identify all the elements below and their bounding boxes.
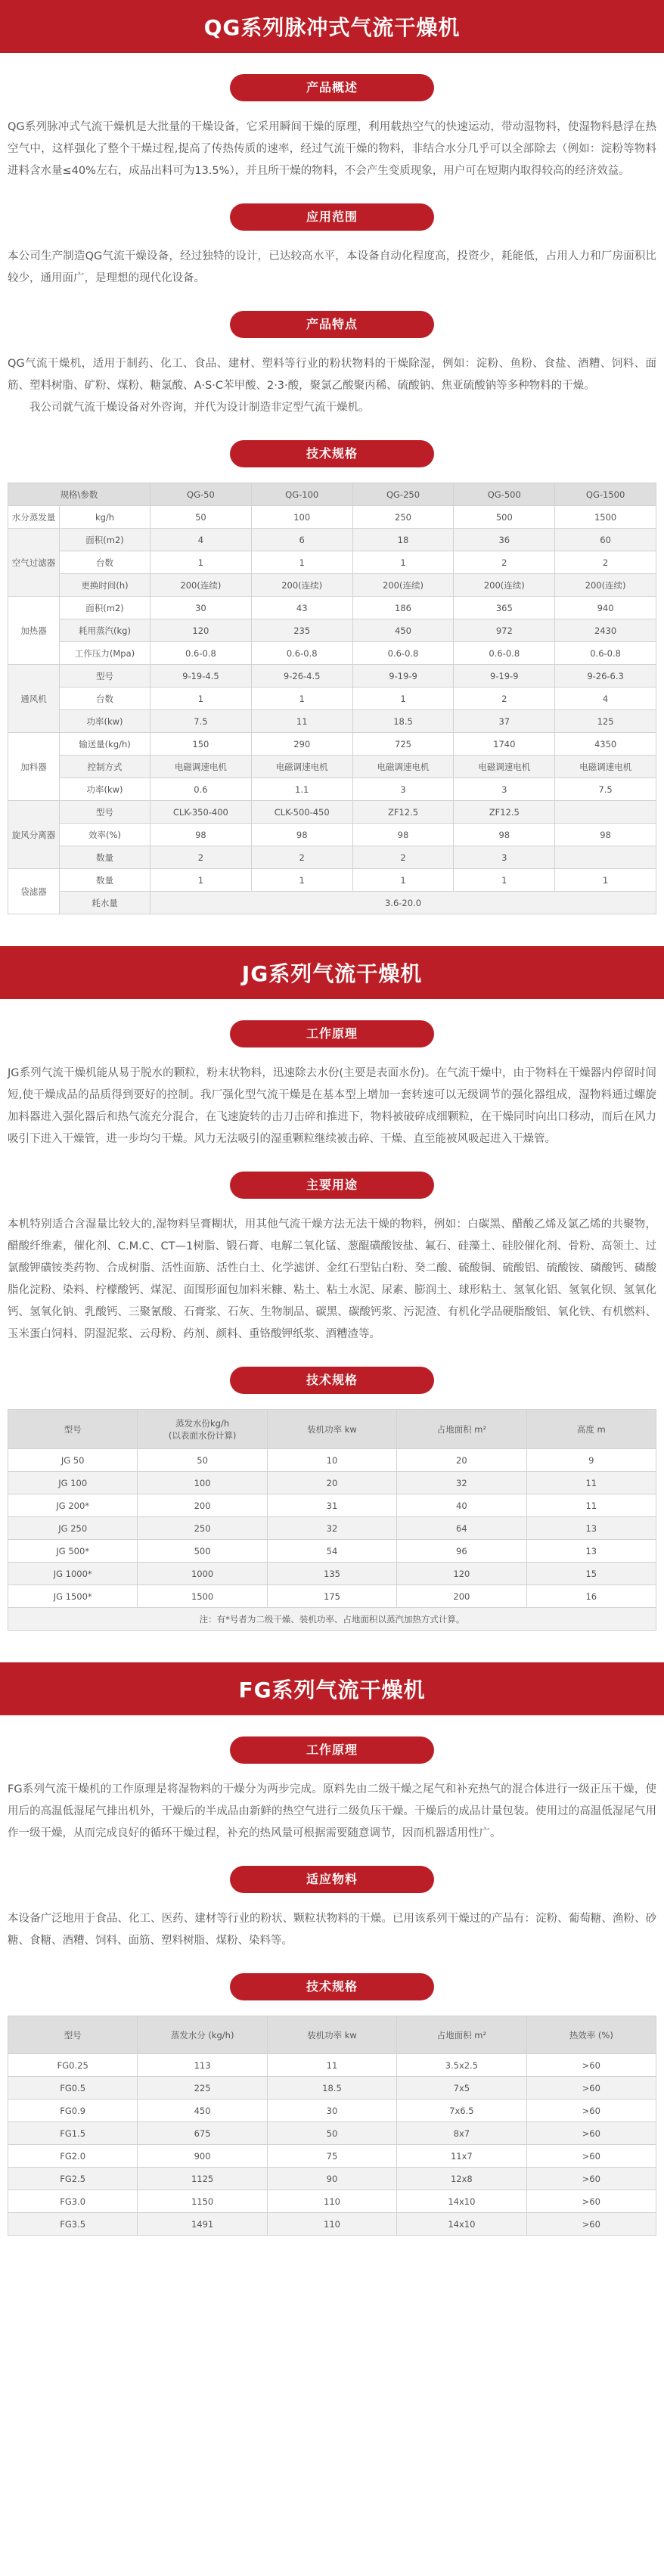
qg-table-row — [8, 551, 656, 574]
fg-table-cell: FG1.5 — [8, 2122, 138, 2145]
fg-table-cell: >60 — [526, 2122, 656, 2145]
jg-title: JG系列气流干燥机 — [241, 961, 423, 986]
qg-value-cell: 0.6-0.8 — [555, 642, 656, 665]
fg-table-cell: >60 — [526, 2077, 656, 2100]
jg-table-cell: 32 — [267, 1517, 396, 1540]
jg-table-row — [8, 1494, 656, 1517]
fg-work-text: FG系列气流干燥机的工作原理是将湿物料的干燥分为两步完成。原料先由二级干燥之尾气和补充热气的混合体进行一级正压干燥，使用后的高温低湿尾气排出机外，干燥后的半成品由新鲜的热空气进行二级负压干燥。干燥后的成品计量包装。使用过的高温低湿尾气用作一级干燥，从而完成良好的循环干燥过程，补充的热风量可根据需要随意调节，因而机器适用性广。 — [8, 1783, 656, 1839]
jg-table-cell: 10 — [267, 1449, 396, 1472]
qg-value-cell: 235 — [251, 619, 352, 642]
jg-table-header-cell: 占地面积 m² — [397, 1410, 526, 1449]
qg-value-cell: 3.6-20.0 — [150, 892, 656, 914]
fg-table-cell: FG0.5 — [8, 2077, 138, 2100]
jg-table-note-row — [8, 1608, 656, 1631]
fg-table-row — [8, 2213, 656, 2236]
fg-table-cell: 14x10 — [397, 2190, 526, 2213]
qg-param-cell: 功率(kw) — [60, 778, 150, 801]
qg-value-cell: 电磁调速电机 — [555, 756, 656, 778]
qg-value-cell: 11 — [251, 710, 352, 733]
jg-table-row — [8, 1585, 656, 1608]
qg-table-row — [8, 710, 656, 733]
qg-value-cell: 9-19-9 — [454, 665, 555, 687]
fg-table-cell: 30 — [267, 2100, 396, 2122]
qg-value-cell: 250 — [352, 506, 454, 529]
qg-param-cell: 效率(%) — [60, 824, 150, 846]
qg-table-row — [8, 778, 656, 801]
qg-value-cell: 9-26-6.3 — [555, 665, 656, 687]
jg-table-cell: 64 — [397, 1517, 526, 1540]
qg-value-cell: 4350 — [555, 733, 656, 756]
fg-table-header-cell: 占地面积 m² — [397, 2016, 526, 2054]
qg-value-cell: 3 — [454, 846, 555, 869]
qg-table-row — [8, 619, 656, 642]
fg-table-row — [8, 2077, 656, 2100]
fg-table-cell: 450 — [138, 2100, 267, 2122]
fg-section — [8, 1736, 656, 2236]
qg-value-cell: 1 — [555, 869, 656, 892]
qg-value-cell: 43 — [251, 597, 352, 619]
qg-overview-heading: 产品概述 — [230, 74, 434, 101]
qg-value-cell: 150 — [150, 733, 252, 756]
fg-table-cell: 900 — [138, 2145, 267, 2168]
qg-value-cell: 1 — [352, 551, 454, 574]
qg-value-cell: 1740 — [454, 733, 555, 756]
qg-value-cell: 1 — [251, 687, 352, 710]
qg-value-cell: 1500 — [555, 506, 656, 529]
qg-value-cell: 940 — [555, 597, 656, 619]
qg-value-cell: 1 — [150, 869, 252, 892]
qg-value-cell: 电磁调速电机 — [150, 756, 252, 778]
fg-table-header-cell: 热效率 (%) — [526, 2016, 656, 2054]
qg-value-cell: 7.5 — [150, 710, 252, 733]
fg-table-cell: 90 — [267, 2168, 396, 2190]
jg-table-row — [8, 1449, 656, 1472]
qg-table-row — [8, 642, 656, 665]
jg-table-cell: JG 200* — [8, 1494, 138, 1517]
jg-table-row — [8, 1540, 656, 1563]
qg-table-header-cell: QG-1500 — [555, 483, 656, 506]
jg-table-header-cell: 蒸发水份kg/h (以表面水份计算) — [138, 1410, 267, 1449]
jg-table-cell: 13 — [526, 1540, 656, 1563]
fg-table-cell: 14x10 — [397, 2213, 526, 2236]
jg-section — [8, 1020, 656, 1631]
fg-table-row — [8, 2190, 656, 2213]
qg-table-row — [8, 597, 656, 619]
jg-table-cell: 13 — [526, 1517, 656, 1540]
qg-value-cell: 98 — [454, 824, 555, 846]
fg-table-cell: FG2.5 — [8, 2168, 138, 2190]
jg-table-cell: 9 — [526, 1449, 656, 1472]
qg-app-text: 本公司生产制造QG气流干燥设备，经过独特的设计，已达较高水平，本设备自动化程度高，投资少，耗能低，占用人力和厂房面积比较少，通用面广，是理想的现代化设备。 — [8, 250, 656, 284]
fg-table-cell: 18.5 — [267, 2077, 396, 2100]
fg-table-cell: 7x5 — [397, 2077, 526, 2100]
qg-group-cell: 旋风分离器 — [8, 801, 60, 869]
qg-value-cell: 2 — [454, 687, 555, 710]
qg-table-row — [8, 506, 656, 529]
qg-value-cell: 725 — [352, 733, 454, 756]
fg-table-row — [8, 2168, 656, 2190]
jg-table-cell: JG 50 — [8, 1449, 138, 1472]
fg-material-heading: 适应物料 — [230, 1866, 434, 1893]
qg-value-cell: 450 — [352, 619, 454, 642]
qg-spec-table — [8, 483, 656, 914]
fg-table-cell: 110 — [267, 2213, 396, 2236]
qg-table-row — [8, 801, 656, 824]
fg-table-cell: 75 — [267, 2145, 396, 2168]
qg-table-row — [8, 687, 656, 710]
qg-value-cell: 98 — [352, 824, 454, 846]
fg-material-text: 本设备广泛地用于食品、化工、医药、建材等行业的粉状、颗粒状物料的干燥。已用该系列干燥过的产品有：淀粉、葡萄糖、渔粉、砂糖、食糖、酒糟、饲料、面筋、塑料树脂、煤粉、染料等。 — [8, 1913, 656, 1947]
fg-table-cell: FG0.25 — [8, 2054, 138, 2077]
qg-value-cell: 电磁调速电机 — [454, 756, 555, 778]
jg-table-cell: JG 500* — [8, 1540, 138, 1563]
jg-table-header-cell: 型号 — [8, 1410, 138, 1449]
jg-work-heading: 工作原理 — [230, 1020, 434, 1047]
fg-table-row — [8, 2054, 656, 2077]
qg-param-cell: kg/h — [60, 506, 150, 529]
qg-value-cell: 60 — [555, 529, 656, 551]
qg-value-cell: 200(连续) — [454, 574, 555, 597]
fg-table-cell: 50 — [267, 2122, 396, 2145]
fg-table-cell: 113 — [138, 2054, 267, 2077]
qg-param-cell: 型号 — [60, 665, 150, 687]
qg-value-cell: 2 — [555, 551, 656, 574]
fg-table-cell: 1125 — [138, 2168, 267, 2190]
fg-table-cell: >60 — [526, 2168, 656, 2190]
qg-table-row — [8, 846, 656, 869]
jg-table-cell: 11 — [526, 1494, 656, 1517]
jg-table-cell: 20 — [397, 1449, 526, 1472]
fg-spec-heading: 技术规格 — [230, 1973, 434, 2000]
qg-value-cell: 1 — [352, 869, 454, 892]
jg-spec-heading: 技术规格 — [230, 1367, 434, 1394]
jg-table-cell: 500 — [138, 1540, 267, 1563]
qg-param-cell: 耗用蒸汽(kg) — [60, 619, 150, 642]
qg-table-row — [8, 824, 656, 846]
fg-table-header-cell: 型号 — [8, 2016, 138, 2054]
qg-param-cell: 耗水量 — [60, 892, 150, 914]
fg-table-row — [8, 2122, 656, 2145]
jg-table-cell: 32 — [397, 1472, 526, 1494]
jg-table-cell: 120 — [397, 1563, 526, 1585]
qg-value-cell: 0.6-0.8 — [352, 642, 454, 665]
fg-table-cell: 11 — [267, 2054, 396, 2077]
jg-table-cell: 200 — [138, 1494, 267, 1517]
fg-table-cell: 7x6.5 — [397, 2100, 526, 2122]
qg-value-cell: CLK-500-450 — [251, 801, 352, 824]
qg-feature-heading: 产品特点 — [230, 311, 434, 338]
jg-table-cell: 11 — [526, 1472, 656, 1494]
qg-value-cell: 4 — [150, 529, 252, 551]
qg-value-cell: 电磁调速电机 — [251, 756, 352, 778]
qg-feature-text: QG气流干燥机，适用于制药、化工、食品、建材、塑料等行业的粉状物料的干燥除湿，例如：淀粉、鱼粉、食盐、酒糟、饲料、面筋、塑料树脂、矿粉、煤粉、糖氯酸、A·S·C苯甲酸、2·3·酸，聚氯乙酸聚丙稀、硫酸钠、焦亚硫酸钠等多种物料的干燥。 我公司就气流干燥设备对外咨询，并代为设计制造非定型气流干燥机。 — [8, 358, 656, 414]
qg-value-cell: 200(连续) — [555, 574, 656, 597]
jg-table-row — [8, 1472, 656, 1494]
qg-banner — [0, 0, 664, 53]
qg-value-cell: 1 — [352, 687, 454, 710]
fg-banner — [0, 1662, 664, 1715]
qg-value-cell: 36 — [454, 529, 555, 551]
jg-table-cell: 50 — [138, 1449, 267, 1472]
qg-value-cell: 4 — [555, 687, 656, 710]
qg-param-cell: 功率(kw) — [60, 710, 150, 733]
qg-app-heading: 应用范围 — [230, 203, 434, 231]
qg-value-cell: 2430 — [555, 619, 656, 642]
fg-table-row — [8, 2100, 656, 2122]
jg-table-note: 注：有*号者为二级干燥、装机功率、占地面积以蒸汽加热方式计算。 — [8, 1608, 656, 1631]
jg-table-cell: 250 — [138, 1517, 267, 1540]
qg-value-cell: 9-19-4.5 — [150, 665, 252, 687]
qg-value-cell: 972 — [454, 619, 555, 642]
qg-value-cell: 500 — [454, 506, 555, 529]
fg-table-cell: 675 — [138, 2122, 267, 2145]
qg-table-row — [8, 665, 656, 687]
fg-table-cell: 12x8 — [397, 2168, 526, 2190]
jg-table-cell: 135 — [267, 1563, 396, 1585]
qg-param-cell: 数量 — [60, 846, 150, 869]
qg-title: QG系列脉冲式气流干燥机 — [203, 15, 461, 40]
qg-value-cell: 2 — [454, 551, 555, 574]
qg-value-cell: 0.6-0.8 — [454, 642, 555, 665]
qg-value-cell: 98 — [251, 824, 352, 846]
fg-table-cell: 1150 — [138, 2190, 267, 2213]
fg-table-cell: 8x7 — [397, 2122, 526, 2145]
qg-value-cell: 18 — [352, 529, 454, 551]
qg-value-cell: 1 — [150, 551, 252, 574]
qg-value-cell: 125 — [555, 710, 656, 733]
jg-table-cell: 100 — [138, 1472, 267, 1494]
qg-value-cell: 0.6 — [150, 778, 252, 801]
fg-table-cell: >60 — [526, 2100, 656, 2122]
jg-table-cell: 1000 — [138, 1563, 267, 1585]
qg-value-cell: 0.6-0.8 — [150, 642, 252, 665]
fg-table-cell: 1491 — [138, 2213, 267, 2236]
jg-table-cell: 16 — [526, 1585, 656, 1608]
jg-banner — [0, 946, 664, 999]
qg-table-row — [8, 574, 656, 597]
qg-group-cell: 空气过滤器 — [8, 529, 60, 597]
fg-table-cell: FG0.9 — [8, 2100, 138, 2122]
qg-section — [8, 74, 656, 914]
qg-value-cell: 1 — [454, 869, 555, 892]
jg-table-row — [8, 1517, 656, 1540]
qg-value-cell — [555, 801, 656, 824]
jg-table-header-cell: 高度 m — [526, 1410, 656, 1449]
jg-table-cell: 54 — [267, 1540, 396, 1563]
fg-table-cell: 11x7 — [397, 2145, 526, 2168]
qg-value-cell: 37 — [454, 710, 555, 733]
qg-table-row — [8, 892, 656, 914]
jg-table-cell: JG 250 — [8, 1517, 138, 1540]
qg-value-cell: 1 — [150, 687, 252, 710]
qg-value-cell: 2 — [150, 846, 252, 869]
qg-group-cell: 水分蒸发量 — [8, 506, 60, 529]
jg-work-text: JG系列气流干燥机能从易于脱水的颗粒，粉末状物料，迅速除去水份(主要是表面水份)。在气流干燥中，由于物料在干燥器内停留时间短,使干燥成品的品质得到要好的控制。我厂强化型气流干燥是在基本型上增加一套转速可以无级调节的强化器组成，湿物料通过螺旋加料器进入强化器后和热气流充分混合，在飞速旋转的击刀击碎和推进下，物料被破碎成细颗粒，在干燥同时向出口移动，而后在风力吸引下进入干燥管，进一步均匀干燥。风力无法吸引的湿重颗粒继续被击碎、干燥、直至能被风吸起进入干燥管。 — [8, 1067, 656, 1145]
qg-table-header-cell: QG-100 — [251, 483, 352, 506]
jg-table-cell: 20 — [267, 1472, 396, 1494]
qg-param-cell: 控制方式 — [60, 756, 150, 778]
qg-table-row — [8, 529, 656, 551]
qg-table-header-cell: 规格\参数 — [8, 483, 150, 506]
qg-param-cell: 工作压力(Mpa) — [60, 642, 150, 665]
qg-value-cell: 200(连续) — [352, 574, 454, 597]
jg-table-cell: JG 1500* — [8, 1585, 138, 1608]
qg-group-cell: 加热器 — [8, 597, 60, 665]
qg-value-cell: 3 — [352, 778, 454, 801]
qg-table-header-cell: QG-250 — [352, 483, 454, 506]
fg-table-cell: >60 — [526, 2190, 656, 2213]
jg-table-cell: 15 — [526, 1563, 656, 1585]
qg-overview-text: QG系列脉冲式气流干燥机是大批量的干燥设备，它采用瞬间干燥的原理，利用载热空气的快速运动，带动湿物料，使湿物料悬浮在热空气中，这样强化了整个干燥过程,提高了传热传质的速率，经过气流干燥的物料，非结合水分几乎可以全部除去（例如：淀粉等物料进料含水量≤40%左右，成品出料可为13.5%），并且所干燥的物料，不会产生变质现象，用户可在短期内取得较高的经济效益。 — [8, 121, 656, 177]
qg-value-cell: 2 — [352, 846, 454, 869]
jg-use-text: 本机特别适合含湿量比较大的,湿物料呈膏糊状，用其他气流干燥方法无法干燥的物料，例如：白碳黑、醋酸乙烯及氯乙烯的共聚物，醋酸纤维素，催化剂、C.M.C、CT—1树脂、锻石膏、电解二氧化锰、葱醌磺酸铵盐、氟石、硅藻土、硅胶催化剂、骨粉、高领土、过氯酸钾磺铵类药物、合成树脂、活性面筋、活性白土、化学滤饼、金红石型钻白粉、癸二酸、硫酸铜、硫酸铝、硫酸铵、磷酸钙、磷酸脂化淀粉、染料、柠檬酸钙、煤泥、面围形面包加料米糠、粘土、粘土水泥、尿素、膨润土、球形粘土、氢氧化铝、氢氧化钡、氢氧化钙、氢氧化钠、乳酸钙、三聚氰酸、石膏浆、石灰、生物制品、碳黑、碳酸钙浆、污泥渣、有机化学品硬脂酸铝、氧化铁、有机燃料、玉米蛋白饲料、阴湿泥浆、云母粉、药剂、颜料、重铬酸钾纸浆、酒糟渣等。 — [8, 1218, 656, 1340]
qg-param-cell: 台数 — [60, 687, 150, 710]
jg-use-heading: 主要用途 — [230, 1172, 434, 1199]
qg-group-cell: 通风机 — [8, 665, 60, 733]
qg-group-cell: 袋滤器 — [8, 869, 60, 914]
qg-table-row — [8, 869, 656, 892]
fg-table-cell: FG2.0 — [8, 2145, 138, 2168]
qg-param-cell: 数量 — [60, 869, 150, 892]
qg-value-cell: 6 — [251, 529, 352, 551]
qg-value-cell: 50 — [150, 506, 252, 529]
qg-value-cell: 1 — [251, 869, 352, 892]
jg-table-cell: 200 — [397, 1585, 526, 1608]
qg-param-cell: 输送量(kg/h) — [60, 733, 150, 756]
jg-spec-table — [8, 1409, 656, 1631]
jg-table-cell: 175 — [267, 1585, 396, 1608]
qg-value-cell: CLK-350-400 — [150, 801, 252, 824]
jg-table-cell: JG 1000* — [8, 1563, 138, 1585]
fg-spec-table — [8, 2016, 656, 2236]
fg-title: FG系列气流干燥机 — [238, 1678, 426, 1702]
qg-value-cell: 100 — [251, 506, 352, 529]
fg-table-cell: 225 — [138, 2077, 267, 2100]
qg-group-cell: 加料器 — [8, 733, 60, 801]
qg-value-cell — [555, 846, 656, 869]
qg-table-row — [8, 756, 656, 778]
fg-table-header-cell: 装机功率 kw — [267, 2016, 396, 2054]
qg-value-cell: 98 — [150, 824, 252, 846]
qg-value-cell: 0.6-0.8 — [251, 642, 352, 665]
jg-table-cell: 31 — [267, 1494, 396, 1517]
qg-value-cell: 7.5 — [555, 778, 656, 801]
fg-table-cell: 110 — [267, 2190, 396, 2213]
qg-value-cell: 98 — [555, 824, 656, 846]
qg-value-cell: 200(连续) — [150, 574, 252, 597]
qg-value-cell: 9-26-4.5 — [251, 665, 352, 687]
qg-value-cell: 3 — [454, 778, 555, 801]
jg-table-row — [8, 1563, 656, 1585]
jg-table-cell: JG 100 — [8, 1472, 138, 1494]
qg-value-cell: 30 — [150, 597, 252, 619]
qg-value-cell: 1.1 — [251, 778, 352, 801]
fg-table-header-cell: 蒸发水分 (kg/h) — [138, 2016, 267, 2054]
qg-table-row — [8, 733, 656, 756]
jg-table-cell: 1500 — [138, 1585, 267, 1608]
fg-table-row — [8, 2145, 656, 2168]
jg-table-cell: 40 — [397, 1494, 526, 1517]
fg-work-heading: 工作原理 — [230, 1736, 434, 1764]
qg-param-cell: 更换时间(h) — [60, 574, 150, 597]
qg-value-cell: 200(连续) — [251, 574, 352, 597]
qg-value-cell: 2 — [251, 846, 352, 869]
jg-table-header-cell: 装机功率 kw — [267, 1410, 396, 1449]
fg-table-cell: 3.5x2.5 — [397, 2054, 526, 2077]
qg-param-cell: 台数 — [60, 551, 150, 574]
qg-value-cell: 9-19-9 — [352, 665, 454, 687]
qg-value-cell: 120 — [150, 619, 252, 642]
qg-value-cell: ZF12.5 — [454, 801, 555, 824]
qg-spec-heading: 技术规格 — [230, 440, 434, 467]
qg-param-cell: 面积(m2) — [60, 529, 150, 551]
qg-value-cell: 365 — [454, 597, 555, 619]
jg-table-cell: 96 — [397, 1540, 526, 1563]
qg-param-cell: 型号 — [60, 801, 150, 824]
fg-table-cell: >60 — [526, 2145, 656, 2168]
qg-table-header-cell: QG-50 — [150, 483, 252, 506]
qg-table-header-cell: QG-500 — [454, 483, 555, 506]
fg-table-cell: >60 — [526, 2213, 656, 2236]
qg-value-cell: 290 — [251, 733, 352, 756]
fg-table-cell: FG3.5 — [8, 2213, 138, 2236]
qg-value-cell: 186 — [352, 597, 454, 619]
qg-value-cell: 电磁调速电机 — [352, 756, 454, 778]
fg-table-cell: >60 — [526, 2054, 656, 2077]
qg-value-cell: 18.5 — [352, 710, 454, 733]
qg-value-cell: ZF12.5 — [352, 801, 454, 824]
fg-table-cell: FG3.0 — [8, 2190, 138, 2213]
qg-value-cell: 1 — [251, 551, 352, 574]
qg-param-cell: 面积(m2) — [60, 597, 150, 619]
